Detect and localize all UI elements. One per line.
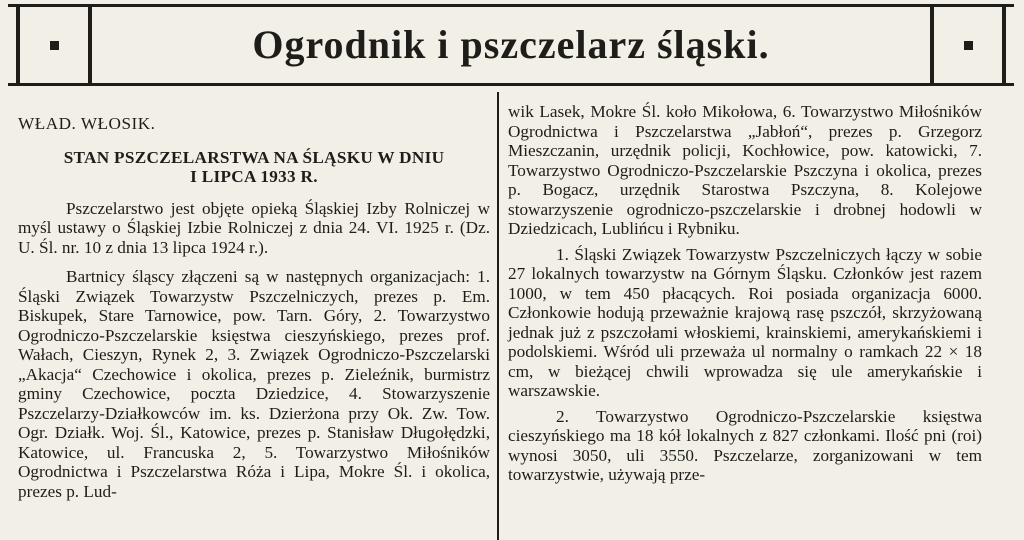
- header-ornament-left: [16, 7, 92, 83]
- paragraph: Pszczelarstwo jest objęte opieką Śląskiej Izby Rolniczej w myśl ustawy o Śląskiej Izbie Rolniczej z dnia 24. VI. 1925 r. (Dz. U. Śl. nr. 10 z dnia 13 lipca 1924 r.).: [18, 198, 490, 257]
- article-author: WŁAD. WŁOSIK.: [18, 114, 156, 133]
- square-bullet-icon: [964, 41, 973, 50]
- square-bullet-icon: [50, 41, 59, 50]
- paragraph: Bartnicy śląscy złączeni są w następnych organizacjach: 1. Śląski Związek Towarzystw Pszczelniczych, prezes p. Em. Biskupek, Stare Tarnowice, pow. Tarn. Góry, 2. Towarzystwo Ogrodniczo-Pszczelarskie księstwa cieszyńskiego, prezes prof. Wałach, Cieszyn, Rynek 2, 3. Związek Ogrodniczo-Pszczelarski „Akacja“ Czechowice i okolica, prezes p. Zieleźnik, burmistrz gminy Czechowice, poczta Dziedzice, 4. Stowarzyszenie Pszczelarzy-Działkowców im. ks. Dzierżona przy Ok. Zw. Tow. Ogr. Działk. Woj. Śl., Katowice, prezes p. Stanisław Długołędzki, Katowice, ul. Francuska 2, 5. Towarzystwo Miłośników Ogrodnictwa i Pszczelarstwa Róża i Lipa, Mokre Śl. i okolica, prezes p. Lud-: [18, 267, 490, 501]
- section-title: Ogrodnik i pszczelarz śląski.: [252, 22, 770, 67]
- headline-line-2: I LIPCA 1933 R.: [190, 167, 318, 186]
- right-column: [508, 102, 982, 485]
- paragraph: 1. Śląski Związek Towarzystw Pszczelniczych łączy w sobie 27 lokalnych towarzystw na Górnym Śląsku. Członków jest razem 1000, w tem 450 płacących. Roi posiada organizacja 6000. Członkowie hodują przeważnie krajową rasę pszczół, skrzyżowaną jednak już z pszczołami włoskiemi, krainskiemi, amerykańskiemi i podolskiemi. Wśród uli przeważa ul normalny o ramkach 22 × 18 cm, w bieżącej chwili wprowadza się ule amerykańskie i warszawskie.: [508, 244, 982, 400]
- left-column: [18, 96, 490, 501]
- header-ornament-right: [930, 7, 1006, 83]
- headline-line-1: STAN PSZCZELARSTWA NA ŚLĄSKU W DNIU: [63, 147, 445, 167]
- column-divider: [497, 92, 499, 540]
- paragraph: wik Lasek, Mokre Śl. koło Mikołowa, 6. Towarzystwo Miłośników Ogrodnictwa i Pszczelarstwa „Jabłoń“, prezes p. Grzegorz Mieszczanin, urzędnik policji, Kochłowice, pow. katowicki, 7. Towarzystwo Ogrodniczo-Pszczelarskie Pszczyna i okolica, prezes p. Bogacz, urzędnik Starostwa Pszczyna, 8. Kolejowe stowarzyszenie ogrodniczo-pszczelarskie i drobnej hodowli w Dziedzicach, Lublińcu i Rybniku.: [508, 102, 982, 238]
- paragraph: 2. Towarzystwo Ogrodniczo-Pszczelarskie księstwa cieszyńskiego ma 18 kół lokalnych z 827 członkami. Ilość pni (roi) wynosi 3050, uli 3550. Pszczelarze, zorganizowani w tem towarzystwie, używają prze-: [508, 406, 982, 484]
- section-header: [8, 4, 1014, 86]
- article-headline: [18, 148, 490, 187]
